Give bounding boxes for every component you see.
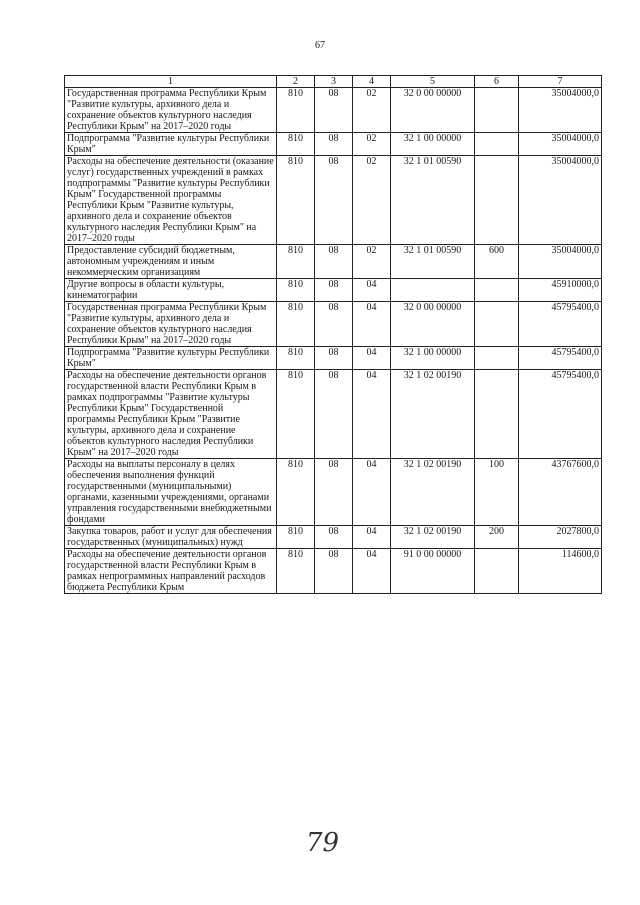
row-col-4: 04 <box>353 459 391 526</box>
row-col-2: 810 <box>277 279 315 302</box>
row-col-3: 08 <box>315 347 353 370</box>
row-col-5: 32 1 00 00000 <box>391 347 475 370</box>
row-col-2: 810 <box>277 302 315 347</box>
row-col-2: 810 <box>277 133 315 156</box>
table-row <box>65 549 602 594</box>
row-name: Расходы на выплаты персоналу в целях обеспечения выполнения функций государственными (муниципальными) органами, казенными учреждениями, органами управления государственными внебюджетными фондами <box>65 459 277 526</box>
row-col-5: 32 1 02 00190 <box>391 459 475 526</box>
page-number: 67 <box>315 40 325 51</box>
row-col-4: 04 <box>353 302 391 347</box>
row-col-2: 810 <box>277 156 315 245</box>
row-col-6: 600 <box>475 245 519 279</box>
row-name: Расходы на обеспечение деятельности органов государственной власти Республики Крым в рамках непрограммных направлений расходов бюджета Республики Крым <box>65 549 277 594</box>
row-col-2: 810 <box>277 245 315 279</box>
row-amount: 43767600,0 <box>519 459 602 526</box>
table-row <box>65 245 602 279</box>
row-col-4: 04 <box>353 347 391 370</box>
row-col-2: 810 <box>277 370 315 459</box>
header-col-2: 2 <box>277 76 315 88</box>
row-col-6 <box>475 549 519 594</box>
header-col-1: 1 <box>65 76 277 88</box>
row-col-2: 810 <box>277 459 315 526</box>
table-row <box>65 526 602 549</box>
row-amount: 114600,0 <box>519 549 602 594</box>
row-col-6 <box>475 88 519 133</box>
row-col-5: 32 1 02 00190 <box>391 526 475 549</box>
row-col-3: 08 <box>315 245 353 279</box>
row-col-2: 810 <box>277 88 315 133</box>
header-col-7: 7 <box>519 76 602 88</box>
row-col-6 <box>475 347 519 370</box>
row-col-6 <box>475 302 519 347</box>
table-row <box>65 156 602 245</box>
table-row <box>65 279 602 302</box>
row-col-3: 08 <box>315 156 353 245</box>
row-col-6 <box>475 370 519 459</box>
row-col-5: 32 0 00 00000 <box>391 302 475 347</box>
budget-table <box>64 75 602 594</box>
row-col-6 <box>475 133 519 156</box>
header-col-6: 6 <box>475 76 519 88</box>
row-amount: 45795400,0 <box>519 302 602 347</box>
row-name: Расходы на обеспечение деятельности органов государственной власти Республики Крым в рамках подпрограммы "Развитие культуры Республики Крым" Государственной программы Республики Крым "Развитие культуры, архивного дела и сохранение объектов культурного наследия Республики Крым" на 2017–2020 годы <box>65 370 277 459</box>
row-amount: 35004000,0 <box>519 156 602 245</box>
table-row <box>65 133 602 156</box>
table-row <box>65 459 602 526</box>
row-name: Подпрограмма "Развитие культуры Республики Крым" <box>65 133 277 156</box>
row-col-6 <box>475 156 519 245</box>
row-col-3: 08 <box>315 459 353 526</box>
row-col-4: 02 <box>353 133 391 156</box>
row-col-5: 32 1 02 00190 <box>391 370 475 459</box>
row-col-3: 08 <box>315 526 353 549</box>
row-col-5: 32 1 00 00000 <box>391 133 475 156</box>
header-col-4: 4 <box>353 76 391 88</box>
row-col-5: 91 0 00 00000 <box>391 549 475 594</box>
handwritten-page-number: 79 <box>306 828 340 858</box>
row-col-2: 810 <box>277 526 315 549</box>
row-col-4: 04 <box>353 279 391 302</box>
header-col-5: 5 <box>391 76 475 88</box>
table-row <box>65 370 602 459</box>
row-name: Закупка товаров, работ и услуг для обеспечения государственных (муниципальных) нужд <box>65 526 277 549</box>
row-col-6 <box>475 279 519 302</box>
row-col-4: 04 <box>353 526 391 549</box>
table-row <box>65 347 602 370</box>
table-header-row <box>65 76 602 88</box>
row-col-3: 08 <box>315 549 353 594</box>
row-col-2: 810 <box>277 549 315 594</box>
row-name: Подпрограмма "Развитие культуры Республики Крым" <box>65 347 277 370</box>
row-name: Государственная программа Республики Крым "Развитие культуры, архивного дела и сохранение объектов культурного наследия Республики Крым" на 2017–2020 годы <box>65 302 277 347</box>
row-col-3: 08 <box>315 88 353 133</box>
row-name: Предоставление субсидий бюджетным, автономным учреждениям и иным некоммерческим организациям <box>65 245 277 279</box>
table-row <box>65 302 602 347</box>
row-name: Расходы на обеспечение деятельности (оказание услуг) государственных учреждений в рамках подпрограммы "Развитие культуры Республики Крым" Государственной программы Республики Крым "Развитие культуры, архивного дела и сохранение объектов культурного наследия Республики Крым" на 2017–2020 годы <box>65 156 277 245</box>
row-col-4: 04 <box>353 549 391 594</box>
row-col-4: 02 <box>353 88 391 133</box>
row-col-3: 08 <box>315 302 353 347</box>
row-amount: 35004000,0 <box>519 88 602 133</box>
table-row <box>65 88 602 133</box>
row-col-3: 08 <box>315 279 353 302</box>
row-col-6: 100 <box>475 459 519 526</box>
row-col-5: 32 1 01 00590 <box>391 156 475 245</box>
row-col-5: 32 1 01 00590 <box>391 245 475 279</box>
row-amount: 35004000,0 <box>519 133 602 156</box>
row-amount: 35004000,0 <box>519 245 602 279</box>
row-amount: 45910000,0 <box>519 279 602 302</box>
header-col-3: 3 <box>315 76 353 88</box>
row-col-5: 32 0 00 00000 <box>391 88 475 133</box>
row-col-4: 04 <box>353 370 391 459</box>
row-col-6: 200 <box>475 526 519 549</box>
row-col-2: 810 <box>277 347 315 370</box>
row-col-3: 08 <box>315 370 353 459</box>
row-amount: 45795400,0 <box>519 370 602 459</box>
row-name: Другие вопросы в области культуры, кинематографии <box>65 279 277 302</box>
row-amount: 45795400,0 <box>519 347 602 370</box>
row-col-4: 02 <box>353 245 391 279</box>
row-col-5 <box>391 279 475 302</box>
row-amount: 2027800,0 <box>519 526 602 549</box>
row-col-3: 08 <box>315 133 353 156</box>
row-name: Государственная программа Республики Крым "Развитие культуры, архивного дела и сохранение объектов культурного наследия Республики Крым" на 2017–2020 годы <box>65 88 277 133</box>
row-col-4: 02 <box>353 156 391 245</box>
